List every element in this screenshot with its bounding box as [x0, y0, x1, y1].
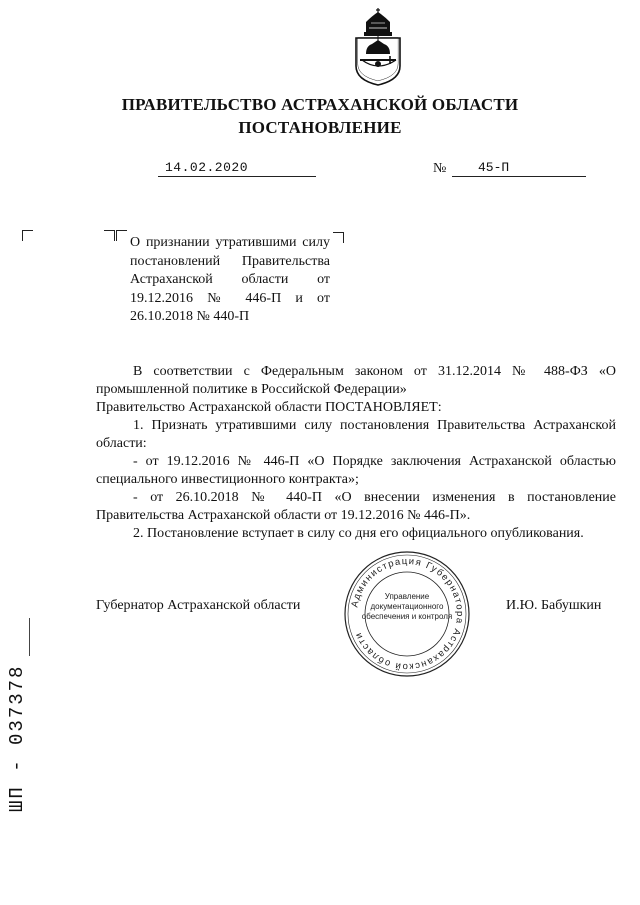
item-1: 1. Признать утратившими силу постановления Правительства Астраханской области:	[96, 418, 616, 451]
bracket-corner-mid-left	[104, 230, 115, 241]
document-number: 45-П	[478, 160, 510, 175]
item-1b: - от 26.10.2018 № 440-П «О внесении изменения в постановление Правительства Астраханской области от 19.12.2016 № 446-П».	[96, 490, 616, 523]
document-date: 14.02.2020	[165, 160, 249, 175]
margin-line	[29, 618, 30, 656]
document-title: О признании утратившими силу постановлений Правительства Астраханской области от 19.12.2016 № 446-П и от 26.10.2018 № 440-П	[130, 235, 330, 324]
date-underline	[158, 176, 316, 177]
number-underline	[452, 176, 586, 177]
signatory-name: И.Ю. Бабушкин	[506, 598, 602, 613]
document-body	[96, 363, 616, 543]
document-type: ПОСТАНОВЛЕНИЕ	[238, 118, 402, 137]
stamp-ring-text: Администрация Губернатора Астраханской области	[349, 555, 466, 673]
item-1a: - от 19.12.2016 № 446-П «О Порядке заключения Астраханской областью специального инвестиционного контракта»;	[96, 454, 616, 487]
side-serial-code: ШП - 037378	[6, 664, 28, 812]
signatory-position: Губернатор Астраханской области	[96, 598, 301, 613]
preamble: В соответствии с Федеральным законом от 31.12.2014 № 488-ФЗ «О промышленной политике в Российской Федерации»	[96, 364, 616, 397]
coat-of-arms-emblem	[352, 8, 404, 86]
bracket-corner-left	[22, 230, 33, 241]
government-name: ПРАВИТЕЛЬСТВО АСТРАХАНСКОЙ ОБЛАСТИ	[121, 95, 519, 114]
number-label: №	[433, 161, 447, 176]
decree-line: Правительство Астраханской области ПОСТАНОВЛЯЕТ:	[96, 400, 442, 415]
bracket-corner-mid-right	[116, 230, 127, 241]
bracket-corner-right	[333, 232, 344, 243]
item-2: 2. Постановление вступает в силу со дня его официального опубликования.	[133, 526, 584, 541]
stamp-center-text: Управление документационного обеспечения и контроля	[361, 592, 453, 621]
